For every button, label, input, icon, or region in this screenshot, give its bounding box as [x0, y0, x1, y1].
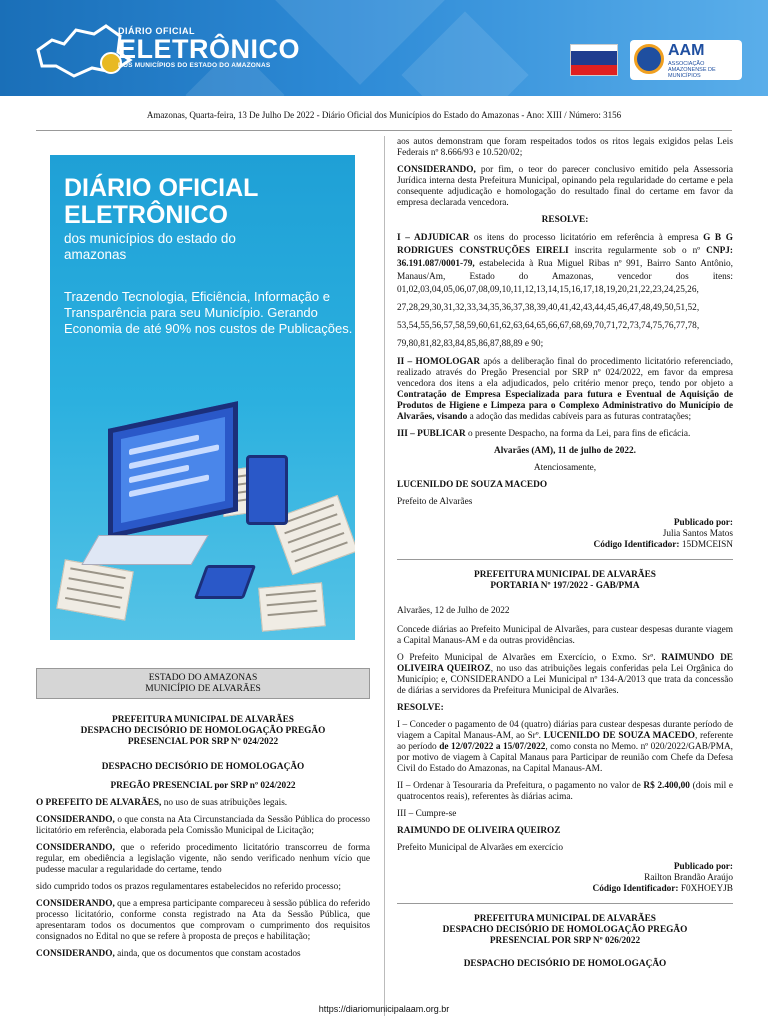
paragraph: CONSIDERANDO, por fim, o teor do parecer conclusivo emitido pela Assessoria Jurídica interna desta Prefeitura Municipal, opinando pela regularidade do certame e pela consequente adjudicação e homologação do resultado final do certame em favor da empresa declarada vencedora.: [397, 165, 733, 208]
signatory-role: Prefeito de Alvarães: [397, 497, 473, 507]
header-divider: [36, 130, 732, 131]
paragraph: Concede diárias ao Prefeito Municipal de Alvarães, para custear despesas durante viagem a Capital Manaus-AM e da outras providências.: [397, 625, 733, 646]
regards: Atenciosamente,: [533, 463, 597, 473]
paragraph: CONSIDERANDO, que a empresa participante compareceu à sessão pública do referido processo licitatório, conforme consta registrado na Ata da Sessão Pública, que apresentaram todos os documentos que comprovam o cumprimento dos requisitos consignados no Edital no que se refere à proposta de preços e habilitação;: [36, 899, 370, 942]
subheading: DESPACHO DECISÓRIO DE HOMOLOGAÇÃO: [101, 762, 305, 772]
subheading: PREGÃO PRESENCIAL por SRP nº 024/2022: [110, 781, 296, 791]
right-column: [397, 137, 733, 970]
brand-sub: DOS MUNICÍPIOS DO ESTADO DO AMAZONAS: [118, 62, 271, 69]
column-divider: [384, 136, 385, 1016]
newspaper-illustration: [258, 582, 326, 631]
banner-title: DIÁRIO OFICIAL ELETRÔNICO: [64, 174, 258, 229]
footer-url[interactable]: https://diariomunicipalaam.org.br: [318, 1004, 450, 1014]
resolve-heading: RESOLVE:: [397, 703, 444, 713]
identifier-code: Código Identificador: F0XHOEYJB: [592, 884, 733, 894]
section-divider: [397, 903, 733, 904]
promo-banner: [50, 155, 355, 640]
paragraph: O Prefeito Municipal de Alvarães em Exercício, o Exmo. Srº. RAIMUNDO DE OLIVEIRA QUEIROZ, no uso das atribuições legais conferidas pela Lei Orgânica do Município; e, CONSIDERANDO a Lei Municipal nº 134-A/2013 que trata da concessão de diárias a servidores da Prefeitura Municipal de Alvarães.: [397, 653, 733, 696]
identifier-code: Código Identificador: 15DMCEISN: [593, 540, 733, 550]
paragraph: III – PUBLICAR o presente Despacho, na forma da Lei, para fins de eficácia.: [397, 429, 691, 439]
paragraph: CONSIDERANDO, que o referido procedimento licitatório transcorreu de forma regular, em obediência a legislação vigente, não sendo verificado nenhum vício que pudesse macular a regularidade do certame, tendo: [36, 843, 370, 875]
aam-title: AAM: [668, 42, 705, 59]
section-heading: PREFEITURA MUNICIPAL DE ALVARÃES: [474, 570, 656, 580]
section-heading: PREFEITURA MUNICIPAL DE ALVARÃES: [112, 715, 294, 725]
section-heading: DESPACHO DECISÓRIO DE HOMOLOGAÇÃO PREGÃO: [442, 925, 688, 935]
state-box: [36, 668, 370, 699]
subheading: DESPACHO DECISÓRIO DE HOMOLOGAÇÃO: [463, 959, 667, 969]
section-divider: [397, 559, 733, 560]
section-heading: PORTARIA Nº 197/2022 - GAB/PMA: [490, 581, 640, 591]
publisher-name: Railton Brandão Araújo: [644, 873, 733, 883]
phone-illustration: [194, 565, 256, 599]
paragraph: I – Conceder o pagamento de 04 (quatro) diárias para custear despesas durante período de viagem a Capital Manaus-AM, ao Srº. LUCENILDO DE SOUZA MACEDO, referente ao período de 12/07/2022 a 15/07/2022, como consta no Memo. nº 020/2022/GAB/PMA, por motivo de viagem à Capital Manaus para Participar de reunião com Chefe da Defesa Civil do Estado do Amazonas, na Capital Manaus-AM.: [397, 720, 733, 774]
paragraph: CONSIDERANDO, o que consta na Ata Circunstanciada da Sessão Pública do processo licitatório em referência, elaborada pela Comissão Municipal de Licitação;: [36, 815, 370, 836]
monitor-illustration: [108, 401, 238, 539]
tablet-illustration: [246, 455, 288, 525]
section-heading: PRESENCIAL POR SRP Nº 026/2022: [489, 936, 641, 946]
resolve-heading: RESOLVE:: [541, 215, 589, 225]
published-by-label: Publicado por:: [673, 518, 733, 528]
aam-logo: [630, 40, 742, 80]
header-banner: [0, 0, 768, 96]
left-column: [36, 668, 370, 966]
paragraph: III – Cumpre-se: [397, 809, 457, 819]
state-name: ESTADO DO AMAZONAS: [148, 673, 258, 683]
dateline: Amazonas, Quarta-feira, 13 De Julho De 2022 - Diário Oficial dos Municípios do Estado do Amazonas - Ano: XIII / Número: 3156: [146, 110, 622, 120]
signatory-name: LUCENILDO DE SOUZA MACEDO: [397, 480, 548, 490]
newspaper-illustration: [56, 559, 134, 620]
paragraph: II – Ordenar à Tesouraria da Prefeitura, o pagamento no valor de R$ 2.400,00 (dois mil e quatrocentos reais), referentes às diárias acima.: [397, 781, 733, 802]
keyboard-illustration: [81, 535, 208, 565]
signature-date: Alvarães (AM), 11 de julho de 2022.: [493, 446, 637, 456]
signatory-role: Prefeito Municipal de Alvarães em exercício: [397, 843, 563, 853]
amazonas-flag-icon: [570, 44, 618, 76]
brand-small: DIÁRIO OFICIAL: [118, 26, 195, 36]
published-by-label: Publicado por:: [673, 862, 733, 872]
brand-logo: [118, 26, 300, 69]
paragraph: I – ADJUDICAR os itens do processo licitatório em referência à empresa G B G RODRIGUES CONSTRUÇÕES EIRELI inscrita regularmente sob o nº CNPJ: 36.191.087/0001-79, estabelecida à Rua Miguel Ribas nº 991, Bairro Santo Antônio, Manaus/Am, Estado do Amazonas, vencedor dos itens: 01,02,03,04,05,06,07,08,09,10,11,12,13,14,15,16,17,18,19,20,21,22,23,24,25,26, 27,28,29,30,31,32,33,34,35,36,37,38,39,40,41,42,43,44,45,46,47,48,49,50,51,52, 53,54,55,56,57,58,59,60,61,62,63,64,65,66,67,68,69,70,71,72,73,74,75,76,77,78, 79,80,81,82,83,84,85,86,87,88,89 e 90;: [397, 233, 733, 349]
paragraph: CONSIDERANDO, ainda, que os documentos que constam acostados: [36, 949, 301, 959]
aam-subtitle: ASSOCIAÇÃO AMAZONENSE DE MUNICÍPIOS: [668, 61, 716, 79]
municipality-name: MUNICÍPIO DE ALVARÃES: [145, 684, 261, 694]
signatory-name: RAIMUNDO DE OLIVEIRA QUEIROZ: [397, 826, 561, 836]
banner-text: Trazendo Tecnologia, Eficiência, Informação e Transparência para seu Município. Gerando Economia de até 90% nos custos de Publicações.: [64, 289, 353, 336]
banner-subtitle: dos municípios do estado do amazonas: [64, 231, 236, 262]
publisher-name: Julia Santos Matos: [662, 529, 733, 539]
paragraph: Alvarães, 12 de Julho de 2022: [397, 606, 510, 616]
paragraph: aos autos demonstram que foram respeitados todos os ritos legais exigidos pelas Leis Federais nº 8.666/93 e 10.520/02;: [397, 137, 733, 158]
brand-big: ELETRÔNICO: [118, 34, 301, 64]
section-heading: DESPACHO DECISÓRIO DE HOMOLOGAÇÃO PREGÃO: [80, 726, 326, 736]
paragraph: II – HOMOLOGAR após a deliberação final do procedimento licitatório referenciado, realizado através do Pregão Presencial por SRP nº 024/2022, em favor da empresa vencedora dos itens a ela adjudicados, pelo critério menor preço, tendo por objeto a Contratação de Empresa Especializada para futura e Eventual de Aquisição de Produtos de Higiene e Limpeza para o Complexo Administrativo do Município de Alvarães, visando a adoção das medidas cabíveis para as futuras contratações;: [397, 357, 734, 422]
paragraph: sido cumprido todos os prazos regulamentares estabelecidos no referido processo;: [36, 882, 341, 892]
aam-emblem-icon: [634, 44, 664, 74]
paragraph: O PREFEITO DE ALVARÃES, no uso de suas atribuições legais.: [36, 798, 288, 808]
section-heading: PRESENCIAL POR SRP Nº 024/2022: [127, 737, 279, 747]
section-heading: PREFEITURA MUNICIPAL DE ALVARÃES: [474, 914, 656, 924]
